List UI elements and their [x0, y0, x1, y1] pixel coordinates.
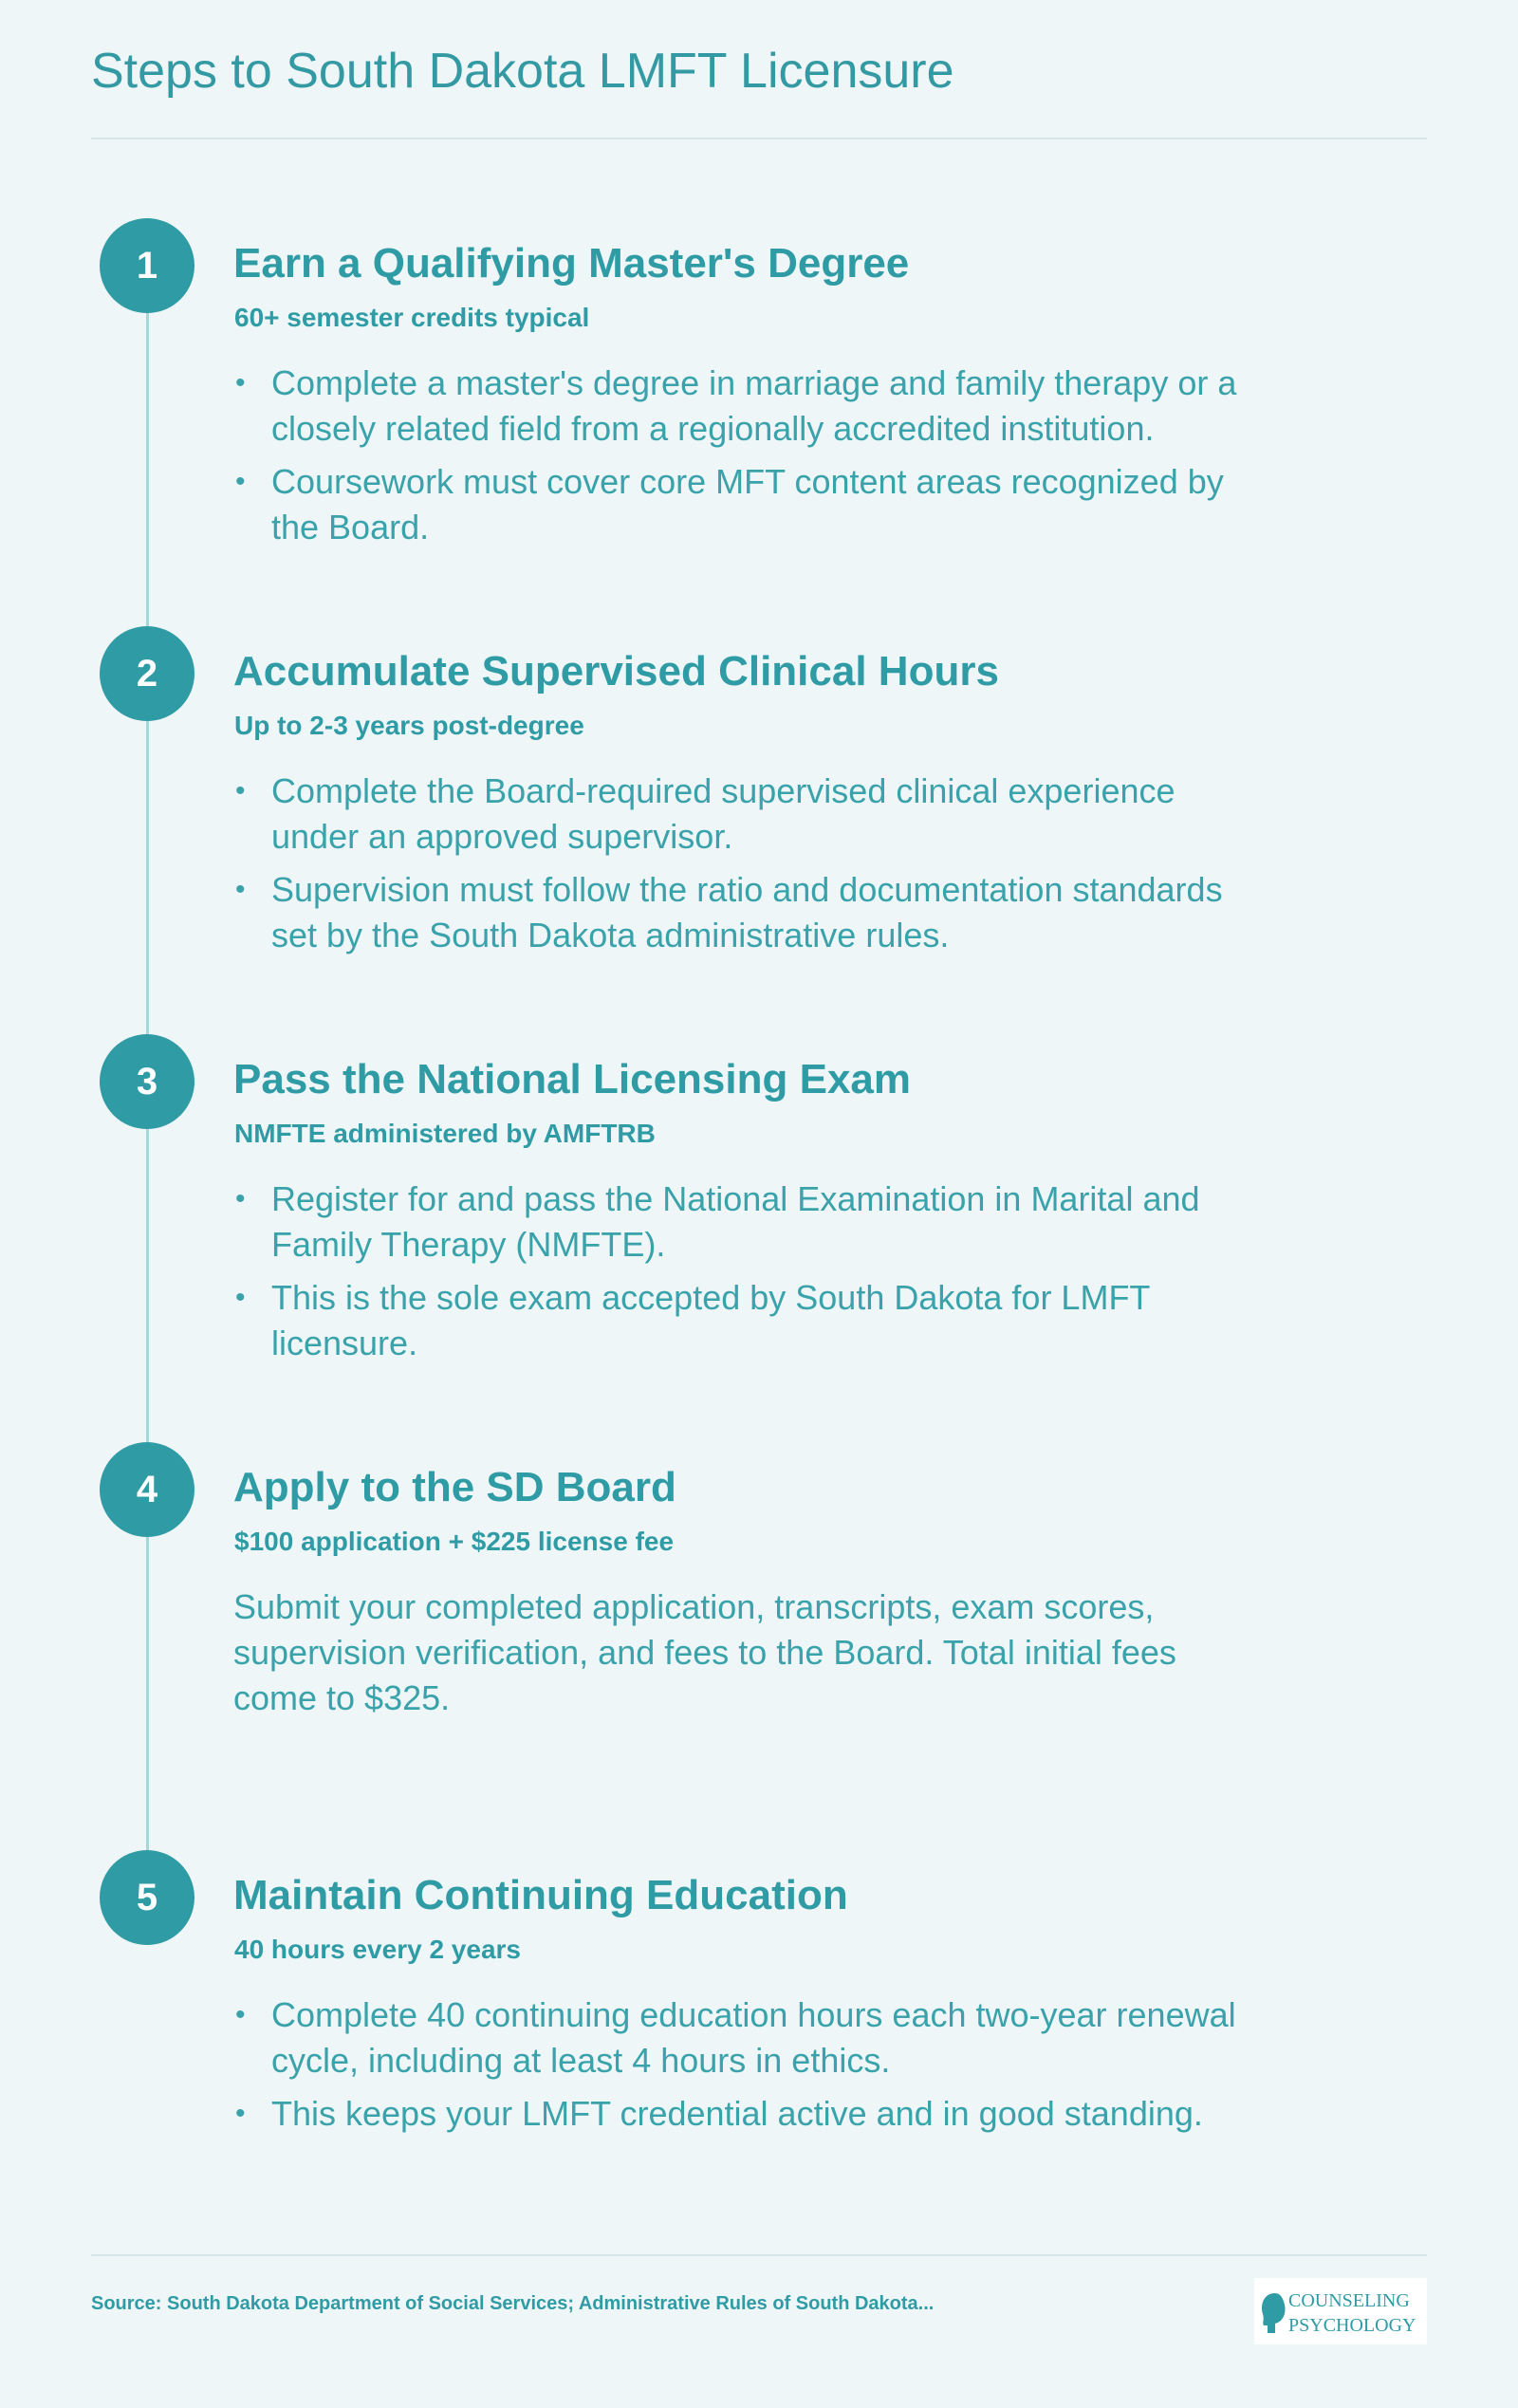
- step-bullet: [233, 361, 1258, 452]
- step-subtitle: NMFTE administered by AMFTRB: [234, 1119, 656, 1148]
- step-subtitle: 40 hours every 2 years: [234, 1935, 521, 1964]
- bullet-dot-icon: •: [235, 2098, 246, 2129]
- step-bullet-text: Complete the Board-required supervised clinical experience under an approved supervisor.: [271, 771, 1176, 856]
- step-bullet-list: [233, 1176, 1258, 1374]
- step-bullet: [233, 867, 1258, 958]
- bullet-dot-icon: •: [235, 775, 246, 806]
- footer-divider: [91, 2254, 1427, 2256]
- step-bullet: [233, 1275, 1258, 1366]
- step-bullet: [233, 1176, 1258, 1268]
- step-title: Earn a Qualifying Master's Degree: [233, 240, 910, 287]
- step-bullet-text: Complete a master's degree in marriage and family therapy or a closely related field from a regionally accredited institution.: [271, 363, 1237, 448]
- step-title: Maintain Continuing Education: [233, 1872, 848, 1918]
- bullet-dot-icon: •: [235, 367, 246, 398]
- step-bullet-text: Coursework must cover core MFT content areas recognized by the Board.: [271, 462, 1224, 546]
- logo-line-2: PSYCHOLOGY: [1288, 2315, 1416, 2336]
- step-bullet-text: This is the sole exam accepted by South Dakota for LMFT licensure.: [271, 1278, 1150, 1362]
- step-title: Pass the National Licensing Exam: [233, 1056, 912, 1102]
- step-description: Submit your completed application, transcripts, exam scores, supervision verification, and fees to the Board. Total initial fees come to $325.: [233, 1587, 1176, 1717]
- step-number-badge: 3: [100, 1034, 194, 1129]
- step-bullet-text: Register for and pass the National Examination in Marital and Family Therapy (NMFTE).: [271, 1179, 1200, 1264]
- step-bullet: [233, 459, 1258, 550]
- step-subtitle: 60+ semester credits typical: [234, 303, 590, 332]
- step-number-badge: 2: [100, 626, 194, 721]
- step-bullet-text: Complete 40 continuing education hours each two-year renewal cycle, including at least 4 hours in ethics.: [271, 1995, 1236, 2080]
- logo-line-1: COUNSELING: [1288, 2290, 1410, 2311]
- head-profile-icon: [1254, 2278, 1427, 2344]
- page-title: Steps to South Dakota LMFT Licensure: [91, 44, 954, 99]
- step-subtitle: $100 application + $225 license fee: [234, 1527, 675, 1556]
- step-number-badge: 1: [100, 218, 194, 313]
- bullet-dot-icon: •: [235, 874, 246, 905]
- step-number-badge: 4: [100, 1442, 194, 1537]
- source-citation: Source: South Dakota Department of Social Services; Administrative Rules of South Dakota...: [91, 2293, 935, 2314]
- step-bullet-text: Supervision must follow the ratio and documentation standards set by the South Dakota administrative rules.: [271, 870, 1223, 954]
- step-bullet: [233, 2091, 1258, 2137]
- bullet-dot-icon: •: [235, 1183, 246, 1214]
- step-bullet: [233, 1992, 1258, 2084]
- header-divider: [91, 138, 1427, 139]
- step-bullet-text: This keeps your LMFT credential active and in good standing.: [271, 2094, 1203, 2133]
- step-bullet-list: [233, 769, 1258, 966]
- step-number-badge: 5: [100, 1850, 194, 1945]
- step-title: Accumulate Supervised Clinical Hours: [233, 648, 999, 695]
- bullet-dot-icon: •: [235, 1282, 246, 1313]
- bullet-dot-icon: •: [235, 1999, 246, 2030]
- step-bullet: [233, 769, 1258, 860]
- step-bullet-list: [233, 361, 1258, 558]
- step-title: Apply to the SD Board: [233, 1464, 676, 1510]
- counseling-psychology-logo: [1254, 2278, 1427, 2344]
- step-bullet-list: [233, 1992, 1258, 2144]
- bullet-dot-icon: •: [235, 466, 246, 497]
- step-subtitle: Up to 2-3 years post-degree: [234, 711, 584, 740]
